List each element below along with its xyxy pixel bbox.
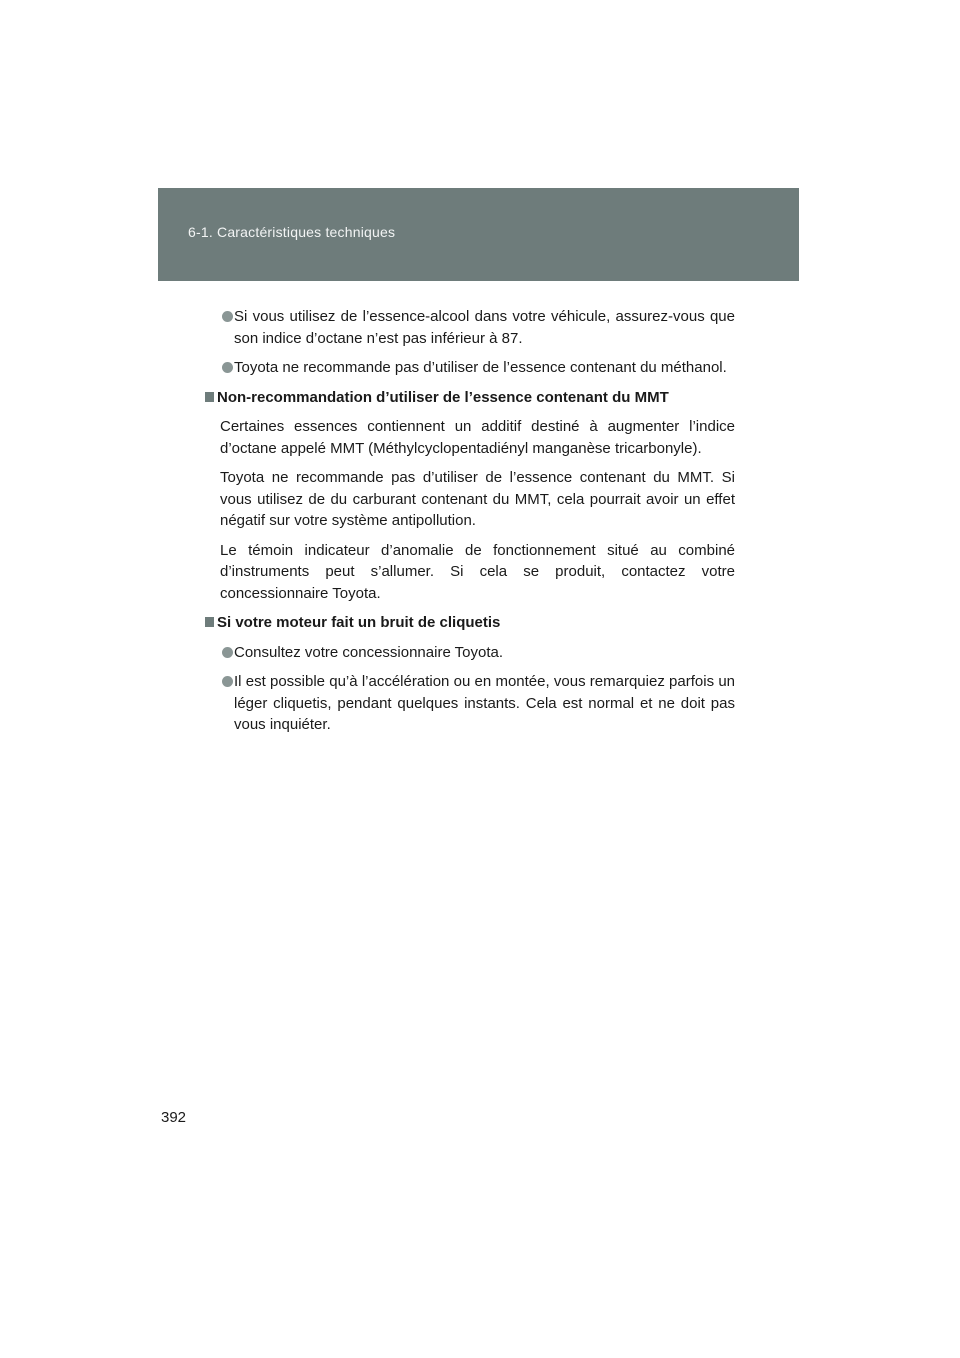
list-item (208, 357, 735, 379)
section-title: 6-1. Caractéristiques techniques (188, 224, 396, 240)
paragraph: Le témoin indicateur d’anomalie de fonctionnement situé au combiné d’instruments peut s’allumer. Si cela se produit, contactez votre concessionnaire Toyota. (220, 541, 735, 602)
bullet-icon (222, 647, 233, 658)
list-item (208, 642, 735, 664)
paragraph: Certaines essences contiennent un additif destiné à augmenter l’indice d’octane appelé MMT (Méthylcyclopentadiényl manganèse tricarbonyle). (220, 418, 735, 457)
subheading-text: Non-recommandation d’utiliser de l’essence contenant du MMT (217, 388, 669, 406)
paragraph: Toyota ne recommande pas d’utiliser de l’essence contenant du MMT. Si vous utilisez de du carburant contenant du MMT, cela pourrait avoir un effet négatif sur votre système antipollution. (220, 469, 735, 529)
subheading-knock (205, 612, 735, 634)
bullet-icon (222, 311, 233, 322)
bullet-icon (222, 362, 233, 373)
list-item (208, 306, 735, 349)
square-icon (205, 392, 214, 402)
square-icon (205, 617, 214, 627)
page-number: 392 (161, 1109, 187, 1126)
subheading-mmt (205, 387, 735, 409)
bullet-text: Toyota ne recommande pas d’utiliser de l’essence contenant du méthanol. (234, 359, 727, 376)
bullet-text: Il est possible qu’à l’accélération ou en montée, vous remarquiez parfois un léger cliquetis, pendant quelques instants. Cela est normal et ne doit pas vous inquiéter. (234, 673, 735, 733)
bullet-icon (222, 676, 233, 687)
section-header-band (158, 188, 799, 281)
list-item (208, 671, 735, 736)
subheading-text: Si votre moteur fait un bruit de cliquetis (217, 614, 501, 631)
page-content (208, 306, 735, 744)
bullet-text: Consultez votre concessionnaire Toyota. (234, 643, 504, 661)
bullet-text: Si vous utilisez de l’essence-alcool dans votre véhicule, assurez-vous que son indice d’octane n’est pas inférieur à 87. (234, 308, 735, 347)
